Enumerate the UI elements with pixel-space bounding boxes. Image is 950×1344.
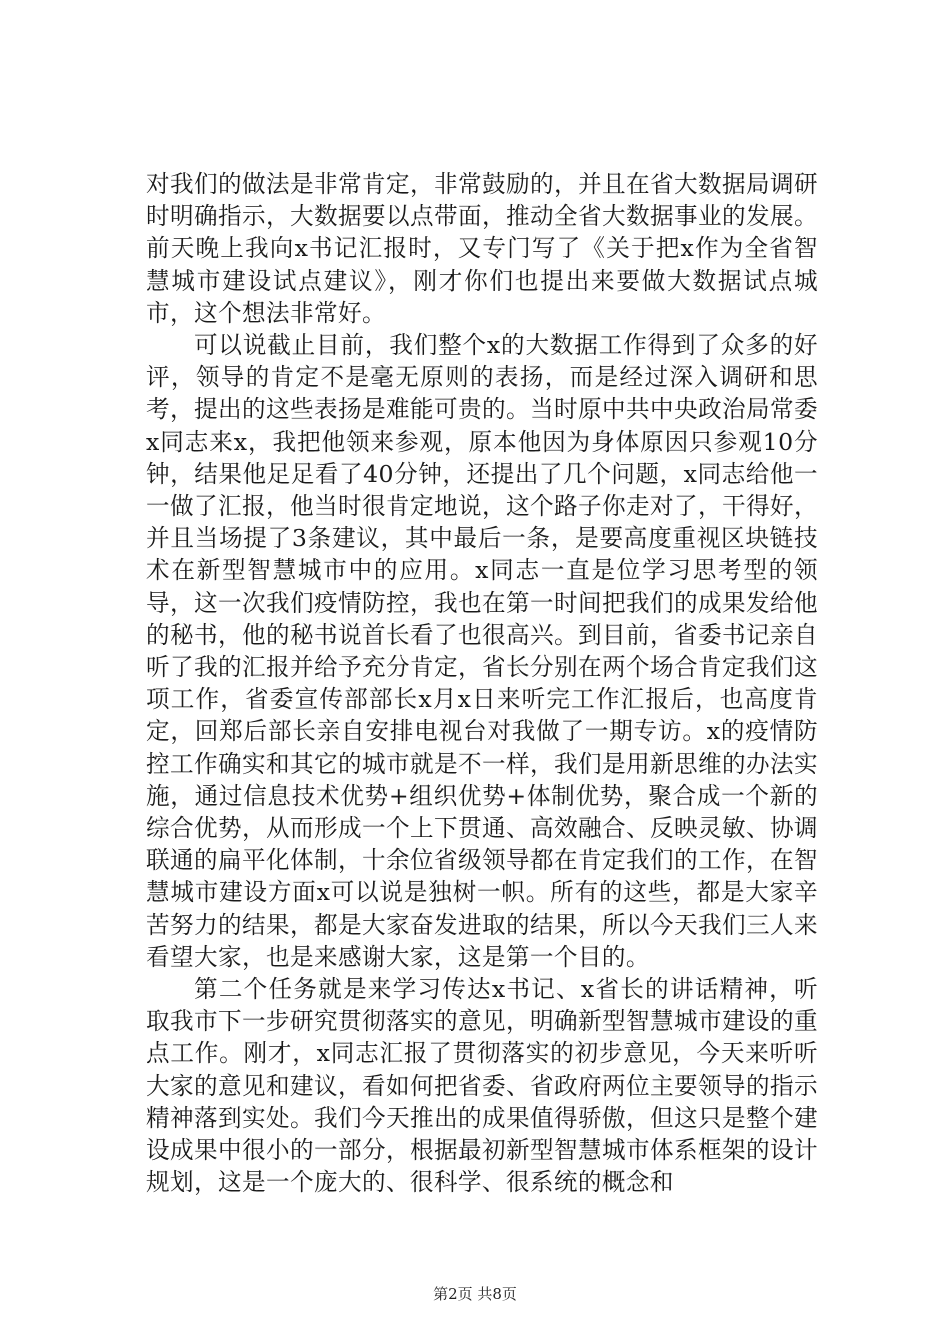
paragraph-2: 可以说截止目前，我们整个x的大数据工作得到了众多的好评，领导的肯定不是毫无原则的表扬，而是经过深入调研和思考，提出的这些表扬是难能可贵的。当时原中共中央政治局常委x同志来x，我把他领来参观，原本他因为身体原因只参观10分钟，结果他足足看了40分钟，还提出了几个问题，x同志给他一一做了汇报，他当时很肯定地说，这个路子你走对了，干得好，并且当场提了3条建议，其中最后一条，是要高度重视区块链技术在新型智慧城市中的应用。x同志一直是位学习思考型的领导，这一次我们疫情防控，我也在第一时间把我们的成果发给他的秘书，他的秘书说首长看了也很高兴。到目前，省委书记亲自听了我的汇报并给予充分肯定，省长分别在两个场合肯定我们这项工作，省委宣传部部长x月x日来听完工作汇报后，也高度肯定，回郑后部长亲自安排电视台对我做了一期专访。x的疫情防控工作确实和其它的城市就是不一样，我们是用新思维的办法实施，通过信息技术优势+组织优势+体制优势，聚合成一个新的综合优势，从而形成一个上下贯通、高效融合、反映灵敏、协调联通的扁平化体制，十余位省级领导都在肯定我们的工作，在智慧城市建设方面x可以说是独树一帜。所有的这些，都是大家辛苦努力的结果，都是大家奋发进取的结果，所以今天我们三人来看望大家，也是来感谢大家，这是第一个目的。 [146,331,818,971]
document-body [146,168,818,1199]
paragraph-3: 第二个任务就是来学习传达x书记、x省长的讲话精神，听取我市下一步研究贯彻落实的意见，明确新型智慧城市建设的重点工作。刚才，x同志汇报了贯彻落实的初步意见，今天来听听大家的意见和建议，看如何把省委、省政府两位主要领导的指示精神落到实处。我们今天推出的成果值得骄傲，但这只是整个建设成果中很小的一部分，根据最初新型智慧城市体系框架的设计规划，这是一个庞大的、很科学、很系统的概念和 [146,975,818,1197]
page-footer: 第2页 共8页 [433,1285,517,1303]
paragraph-1: 对我们的做法是非常肯定，非常鼓励的，并且在省大数据局调研时明确指示，大数据要以点带面，推动全省大数据事业的发展。前天晚上我向x书记汇报时，又专门写了《关于把x作为全省智慧城市建设试点建议》，刚才你们也提出来要做大数据试点城市，这个想法非常好。 [146,170,818,327]
